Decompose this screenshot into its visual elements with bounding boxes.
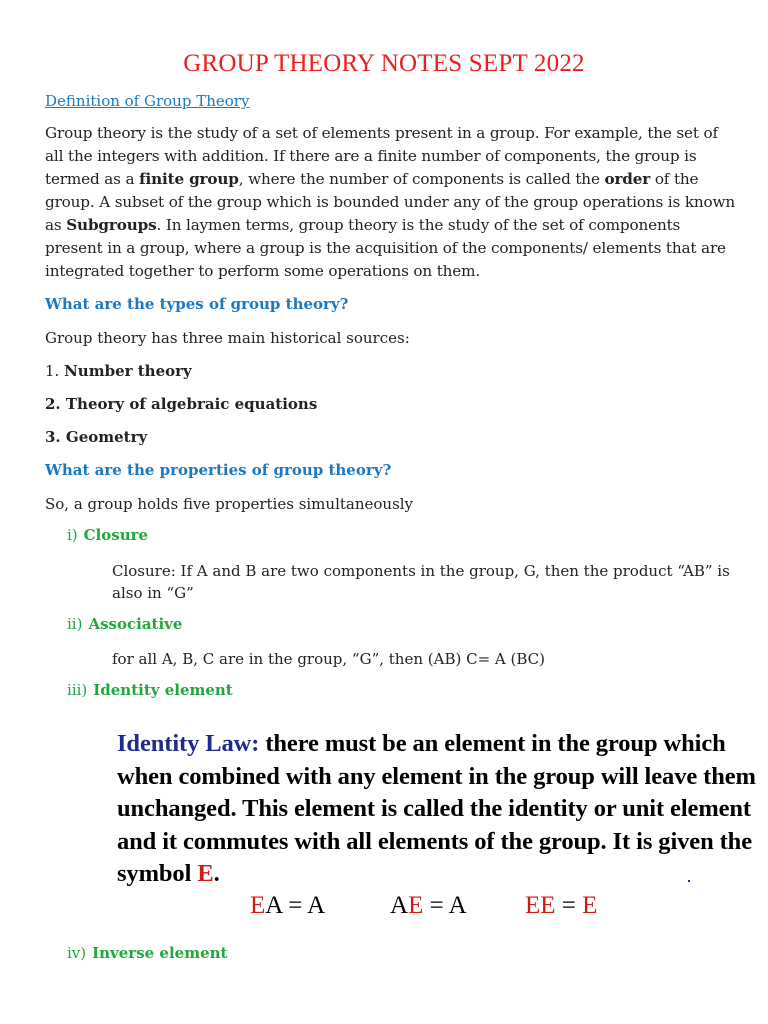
eq-rest: = A	[423, 892, 467, 919]
properties-heading: What are the properties of group theory?	[45, 461, 392, 479]
source-item-3	[45, 426, 147, 449]
identity-law-title: Identity Law:	[117, 730, 260, 757]
definition-text-4: . In laymen terms, group theory is the study of the set of components present in a group, where a group is the acquisition of the components/ elements that are integrated together to perform some operations on them.	[45, 216, 726, 280]
source-number: 3.	[45, 428, 66, 446]
subgroups-term: Subgroups	[66, 216, 157, 234]
property-label: Inverse element	[92, 944, 228, 962]
property-closure	[67, 526, 148, 544]
property-inverse	[67, 944, 227, 962]
source-label: Theory of algebraic equations	[65, 395, 318, 413]
identity-law-text	[117, 728, 762, 891]
property-associative	[67, 615, 182, 633]
equation-ea	[250, 892, 325, 920]
equation-ee	[525, 892, 597, 920]
equation-ae	[390, 892, 467, 920]
definition-heading-link[interactable]: Definition of Group Theory	[45, 92, 250, 110]
source-number: 2.	[45, 395, 66, 413]
source-label: Geometry	[65, 428, 148, 446]
stray-dot	[688, 880, 690, 882]
identity-symbol: E	[197, 860, 214, 887]
eq-symbol: E	[408, 892, 424, 919]
property-label: Associative	[88, 615, 183, 633]
associative-description: for all A, B, C are in the group, “G”, then (AB) C= A (BC)	[112, 650, 545, 668]
identity-law-body: there must be an element in the group which when combined with any element in the group will leave them unchanged. This element is called the identity or unit element and it commutes with all elements of the group. It is given the symbol	[117, 730, 756, 887]
property-number: iii)	[67, 681, 88, 699]
source-item-1	[45, 360, 192, 383]
eq-rest: A	[390, 892, 409, 919]
property-number: i)	[67, 526, 78, 544]
identity-law-end: .	[213, 860, 220, 887]
eq-symbol: EE	[525, 892, 556, 919]
properties-intro: So, a group holds five properties simultaneously	[45, 495, 414, 513]
definition-text-3: of the group. A subset of the group which is bounded under any of the group operations is known as	[45, 170, 735, 234]
definition-text-1: Group theory is the study of a set of elements present in a group. For example, the set of all the integers with addition. If there are a finite number of components, the group is termed as a	[45, 124, 718, 188]
definition-text-2: , where the number of components is called the	[238, 170, 605, 188]
identity-law-image	[112, 720, 762, 910]
source-number: 1.	[45, 362, 65, 380]
source-item-2	[45, 393, 317, 416]
definition-paragraph	[45, 122, 735, 283]
types-heading: What are the types of group theory?	[45, 295, 349, 313]
property-label: Identity element	[93, 681, 233, 699]
property-number: iv)	[67, 944, 87, 962]
closure-description: Closure: If A and B are two components in the group, G, then the product “AB” is also in “G”	[112, 562, 730, 602]
eq-symbol: E	[582, 892, 598, 919]
property-label: Closure	[83, 526, 149, 544]
source-label: Number theory	[64, 362, 192, 380]
property-identity	[67, 681, 233, 699]
eq-rest: =	[555, 892, 583, 919]
eq-symbol: E	[250, 892, 266, 919]
order-term: order	[604, 170, 651, 188]
types-intro: Group theory has three main historical sources:	[45, 329, 410, 347]
eq-rest: A = A	[265, 892, 326, 919]
page-title: GROUP THEORY NOTES SEPT 2022	[183, 50, 585, 77]
finite-group-term: finite group	[139, 170, 239, 188]
property-number: ii)	[67, 615, 83, 633]
